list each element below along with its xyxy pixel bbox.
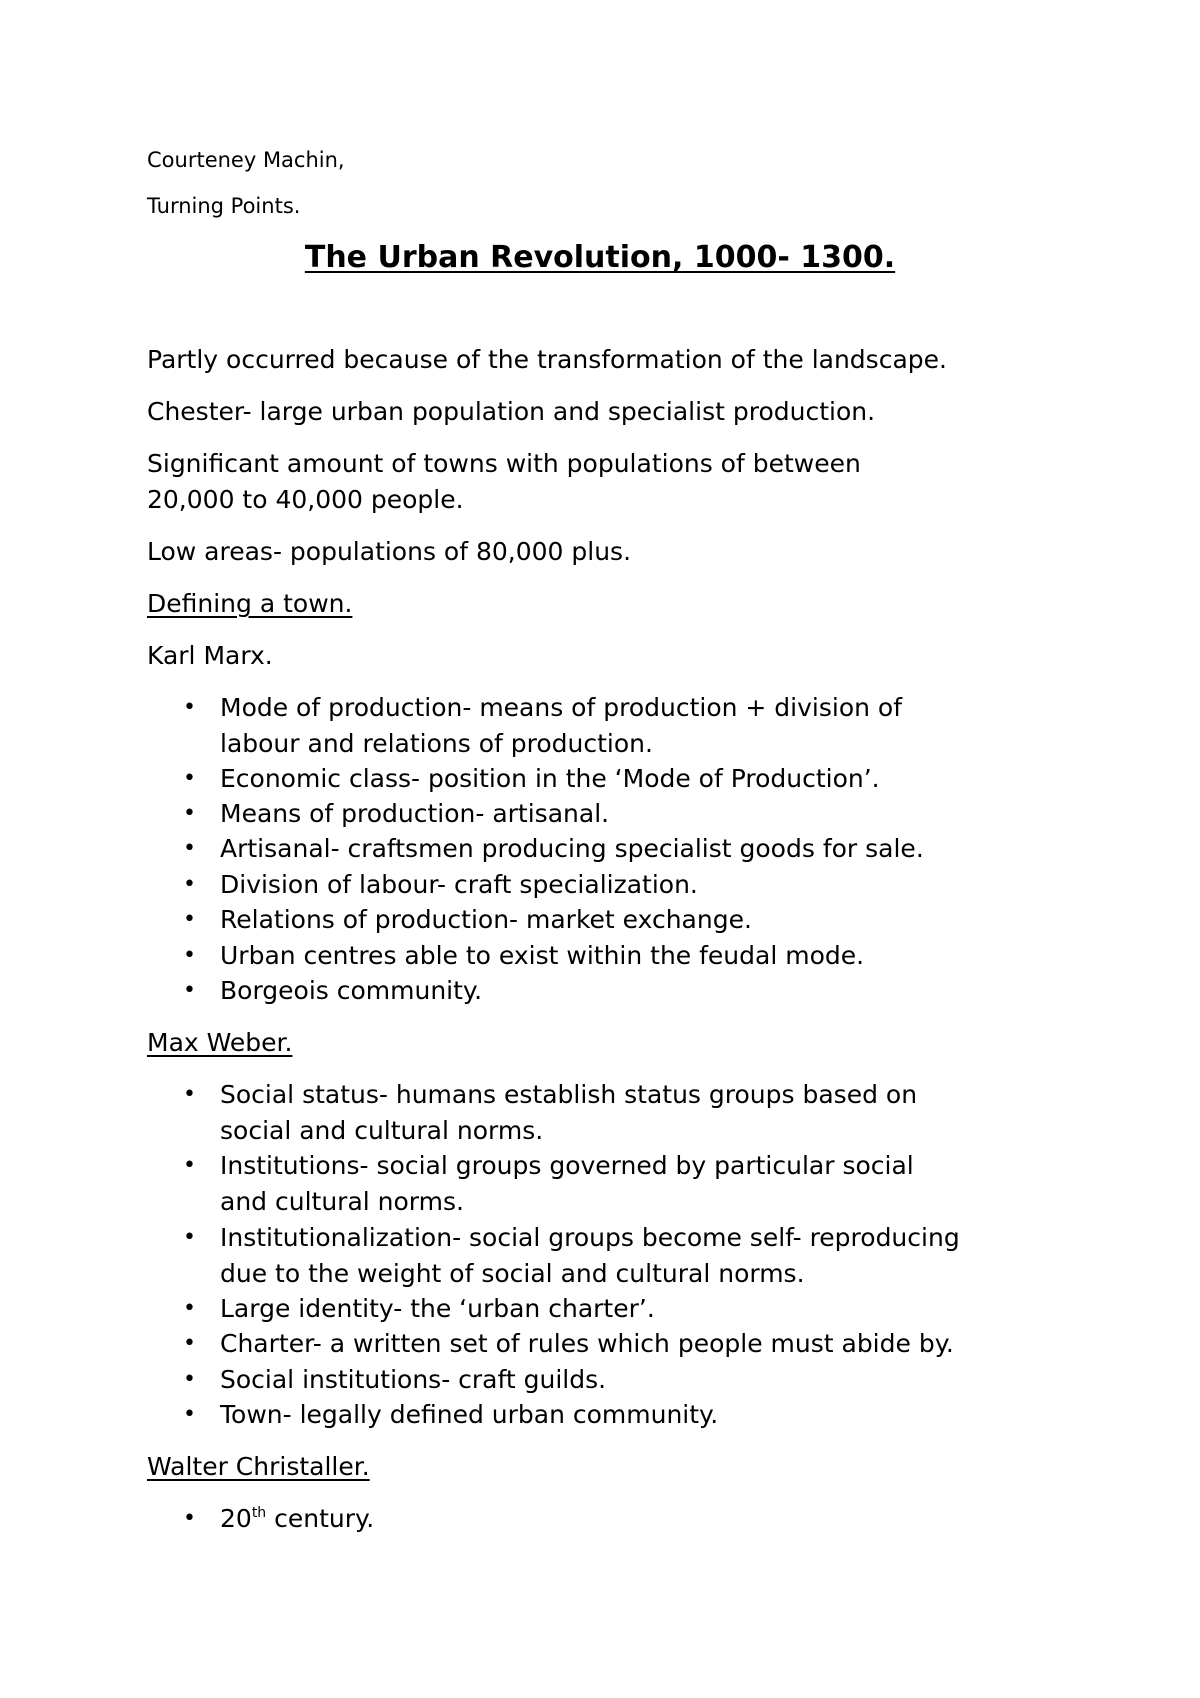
marx-bullet-4: Artisanal- craftsmen producing specialist goods for sale. (220, 834, 924, 863)
marx-bullet-1-line-2: labour and relations of production. (220, 729, 653, 758)
marx-bullet-7: Urban centres able to exist within the feudal mode. (220, 941, 865, 970)
bullet-marker: • (183, 907, 196, 932)
page-title: The Urban Revolution, 1000- 1300. (304, 240, 896, 275)
bullet-marker: • (183, 872, 196, 897)
weber-bullet-5: Charter- a written set of rules which people must abide by. (220, 1329, 954, 1358)
bullet-marker: • (183, 943, 196, 968)
section-heading-max-weber: Max Weber. (147, 1028, 293, 1057)
weber-bullet-1-line-1: Social status- humans establish status groups based on (220, 1080, 918, 1109)
intro-paragraph-3-line-2: 20,000 to 40,000 people. (147, 485, 464, 514)
bullet-marker: • (183, 836, 196, 861)
bullet-marker: • (183, 1082, 196, 1107)
intro-paragraph-3-line-1: Significant amount of towns with populations of between (147, 449, 861, 478)
weber-bullet-4: Large identity- the ‘urban charter’. (220, 1294, 655, 1323)
intro-paragraph-2: Chester- large urban population and specialist production. (147, 397, 876, 426)
intro-paragraph-1: Partly occurred because of the transformation of the landscape. (147, 345, 947, 374)
ordinal-suffix: th (251, 1505, 267, 1521)
weber-bullet-2-line-1: Institutions- social groups governed by particular social (220, 1151, 914, 1180)
bullet-marker: • (183, 1331, 196, 1356)
marx-bullet-5: Division of labour- craft specialization. (220, 870, 698, 899)
bullet-marker: • (183, 1506, 196, 1531)
weber-bullet-2-line-2: and cultural norms. (220, 1187, 464, 1216)
weber-bullet-7: Town- legally defined urban community. (220, 1400, 719, 1429)
marx-bullet-6: Relations of production- market exchange. (220, 905, 752, 934)
marx-bullet-3: Means of production- artisanal. (220, 799, 610, 828)
christaller-bullet-1 (220, 1506, 374, 1531)
bullet-marker: • (183, 1402, 196, 1427)
marx-bullet-1-line-1: Mode of production- means of production + division of (220, 693, 903, 722)
bullet-marker: • (183, 766, 196, 791)
intro-paragraph-4: Low areas- populations of 80,000 plus. (147, 537, 632, 566)
century-number: 20 (220, 1504, 252, 1533)
marx-bullet-2: Economic class- position in the ‘Mode of Production’. (220, 764, 880, 793)
century-text: century. (266, 1504, 375, 1533)
author-line: Courteney Machin, (147, 148, 345, 172)
section-heading-walter-christaller: Walter Christaller. (147, 1452, 370, 1481)
subheading-karl-marx: Karl Marx. (147, 641, 273, 670)
weber-bullet-3-line-2: due to the weight of social and cultural norms. (220, 1259, 805, 1288)
bullet-marker: • (183, 801, 196, 826)
bullet-marker: • (183, 1225, 196, 1250)
course-line: Turning Points. (147, 194, 301, 218)
weber-bullet-3-line-1: Institutionalization- social groups become self- reproducing (220, 1223, 960, 1252)
marx-bullet-8: Borgeois community. (220, 976, 483, 1005)
weber-bullet-6: Social institutions- craft guilds. (220, 1365, 607, 1394)
bullet-marker: • (183, 1296, 196, 1321)
bullet-marker: • (183, 1153, 196, 1178)
bullet-marker: • (183, 978, 196, 1003)
weber-bullet-1-line-2: social and cultural norms. (220, 1116, 544, 1145)
bullet-marker: • (183, 695, 196, 720)
bullet-marker: • (183, 1367, 196, 1392)
section-heading-defining: Defining a town. (147, 589, 353, 618)
